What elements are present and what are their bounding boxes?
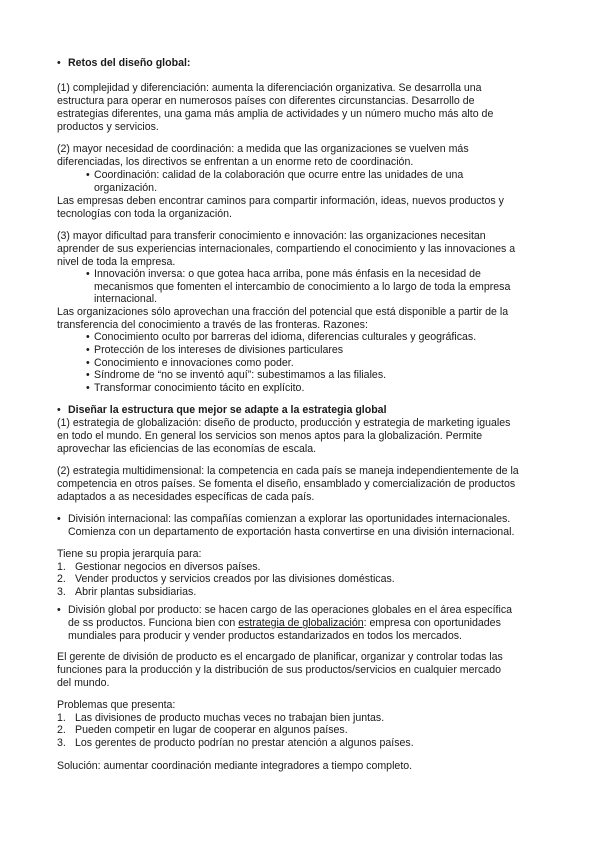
paragraph-line: aprender de sus experiencias internacionales, compartiendo el conocimiento y las innovaciones a — [57, 243, 516, 255]
text-run: : empresa con oportunidades — [363, 617, 501, 629]
list-item: Las divisiones de producto muchas veces no trabajan bien juntas. — [75, 712, 385, 724]
section-heading-retos: Retos del diseño global: — [68, 57, 191, 69]
list-number: 1. — [57, 561, 66, 573]
paragraph-line: en todo el mundo. En general los servicios son menos aptos para la globalización. Permite — [57, 430, 483, 442]
paragraph-line: nivel de toda la empresa. — [57, 256, 176, 268]
paragraph-line: División internacional: las compañías comienzan a explorar las oportunidades internacionales. — [68, 513, 511, 525]
paragraph-line: Comienza con un departamento de exportación hasta convertirse en una división internacional. — [68, 526, 515, 538]
bullet-icon: • — [57, 604, 61, 616]
paragraph-line: (2) mayor necesidad de coordinación: a medida que las organizaciones se vuelven más — [57, 143, 469, 155]
list-item: Síndrome de “no se inventó aquí”: subestimamos a las filiales. — [94, 369, 387, 381]
paragraph-line: Problemas que presenta: — [57, 699, 176, 711]
list-item: Protección de los intereses de divisiones particulares — [94, 344, 344, 356]
bullet-icon: • — [86, 331, 90, 343]
paragraph-line: productos y servicios. — [57, 121, 159, 133]
paragraph-line: mundiales para producir y vender productos estandarizados en todos los mercados. — [68, 630, 462, 642]
paragraph-line: (3) mayor dificultad para transferir conocimiento e innovación: las organizaciones necesitan — [57, 230, 486, 242]
paragraph-line — [68, 617, 501, 630]
paragraph-line: tecnologías con toda la organización. — [57, 208, 232, 220]
paragraph-line: diferenciadas, los directivos se enfrentan a un enorme reto de coordinación. — [57, 156, 414, 168]
paragraph-line: competencia en otros países. Se fomenta el diseño, ensamblado y comercialización de productos — [57, 478, 516, 490]
sub-bullet-line: internacional. — [94, 293, 158, 305]
bullet-icon: • — [86, 268, 90, 280]
paragraph-line: (2) estrategia multidimensional: la competencia en cada país se maneja independientemente de la — [57, 465, 519, 477]
paragraph-line: (1) complejidad y diferenciación: aumenta la diferenciación organizativa. Se desarrolla una — [57, 82, 482, 94]
paragraph-line: estrategias diferentes, una gama más amplia de actividades y un número mucho más alto de — [57, 108, 494, 120]
paragraph-line: transferencia del conocimiento a través de las fronteras. Razones: — [57, 319, 368, 331]
list-item: Vender productos y servicios creados por las divisiones domésticas. — [75, 573, 395, 585]
list-number: 3. — [57, 586, 66, 598]
list-item: Abrir plantas subsidiarias. — [75, 586, 197, 598]
list-number: 1. — [57, 712, 66, 724]
paragraph-line: El gerente de división de producto es el encargado de planificar, organizar y controlar todas las — [57, 651, 503, 663]
list-item: Conocimiento e innovaciones como poder. — [94, 357, 294, 369]
bullet-icon: • — [57, 404, 61, 416]
paragraph-line: Tiene su propia jerarquía para: — [57, 548, 202, 560]
sub-bullet-line: organización. — [94, 182, 158, 194]
bullet-icon: • — [86, 344, 90, 356]
paragraph-line: adaptados a as necesidades específicas de cada país. — [57, 491, 315, 503]
bullet-icon: • — [86, 369, 90, 381]
bullet-icon: • — [86, 169, 90, 181]
paragraph-line: estructura para operar en numerosos países con diferentes circunstancias. Desarrollo de — [57, 95, 475, 107]
paragraph-line: del mundo. — [57, 677, 110, 689]
sub-bullet-line: Innovación inversa: o que gotea haca arriba, pone más énfasis en la necesidad de — [94, 268, 481, 280]
list-number: 2. — [57, 724, 66, 736]
list-item: Transformar conocimiento tácito en explícito. — [94, 382, 305, 394]
paragraph-line: Solución: aumentar coordinación mediante integradores a tiempo completo. — [57, 760, 413, 772]
paragraph-line: funciones para la producción y la distribución de sus productos/servicios en cualquier mercado — [57, 664, 502, 676]
paragraph-line: Las empresas deben encontrar caminos para compartir información, ideas, nuevos productos y — [57, 195, 504, 207]
section-heading-disenar: Diseñar la estructura que mejor se adapte a la estrategia global — [68, 404, 387, 416]
bullet-icon: • — [86, 382, 90, 394]
text-run: de ss productos. Funciona bien con — [68, 617, 239, 629]
paragraph-line: (1) estrategia de globalización: diseño de producto, producción y estrategia de marketing iguales — [57, 417, 511, 429]
paragraph-line: División global por producto: se hacen cargo de las operaciones globales en el área específica — [68, 604, 513, 616]
list-number: 3. — [57, 737, 66, 749]
bullet-icon: • — [57, 57, 61, 69]
bullet-icon: • — [57, 513, 61, 525]
paragraph-line: aprovechar las eficiencias de las economías de escala. — [57, 443, 317, 455]
paragraph-line: Las organizaciones sólo aprovechan una fracción del potencial que está disponible a partir de la — [57, 306, 509, 318]
underlined-term: estrategia de globalización — [238, 617, 364, 629]
bullet-icon: • — [86, 357, 90, 369]
list-item: Los gerentes de producto podrían no prestar atención a algunos países. — [75, 737, 414, 749]
list-item: Gestionar negocios en diversos países. — [75, 561, 261, 573]
list-number: 2. — [57, 573, 66, 585]
list-item: Conocimiento oculto por barreras del idioma, diferencias culturales y geográficas. — [94, 331, 477, 343]
list-item: Pueden competir en lugar de cooperar en algunos países. — [75, 724, 348, 736]
sub-bullet-line: Coordinación: calidad de la colaboración que ocurre entre las unidades de una — [94, 169, 464, 181]
sub-bullet-line: mecanismos que fomenten el intercambio de conocimiento a lo largo de toda la empresa — [94, 281, 511, 293]
